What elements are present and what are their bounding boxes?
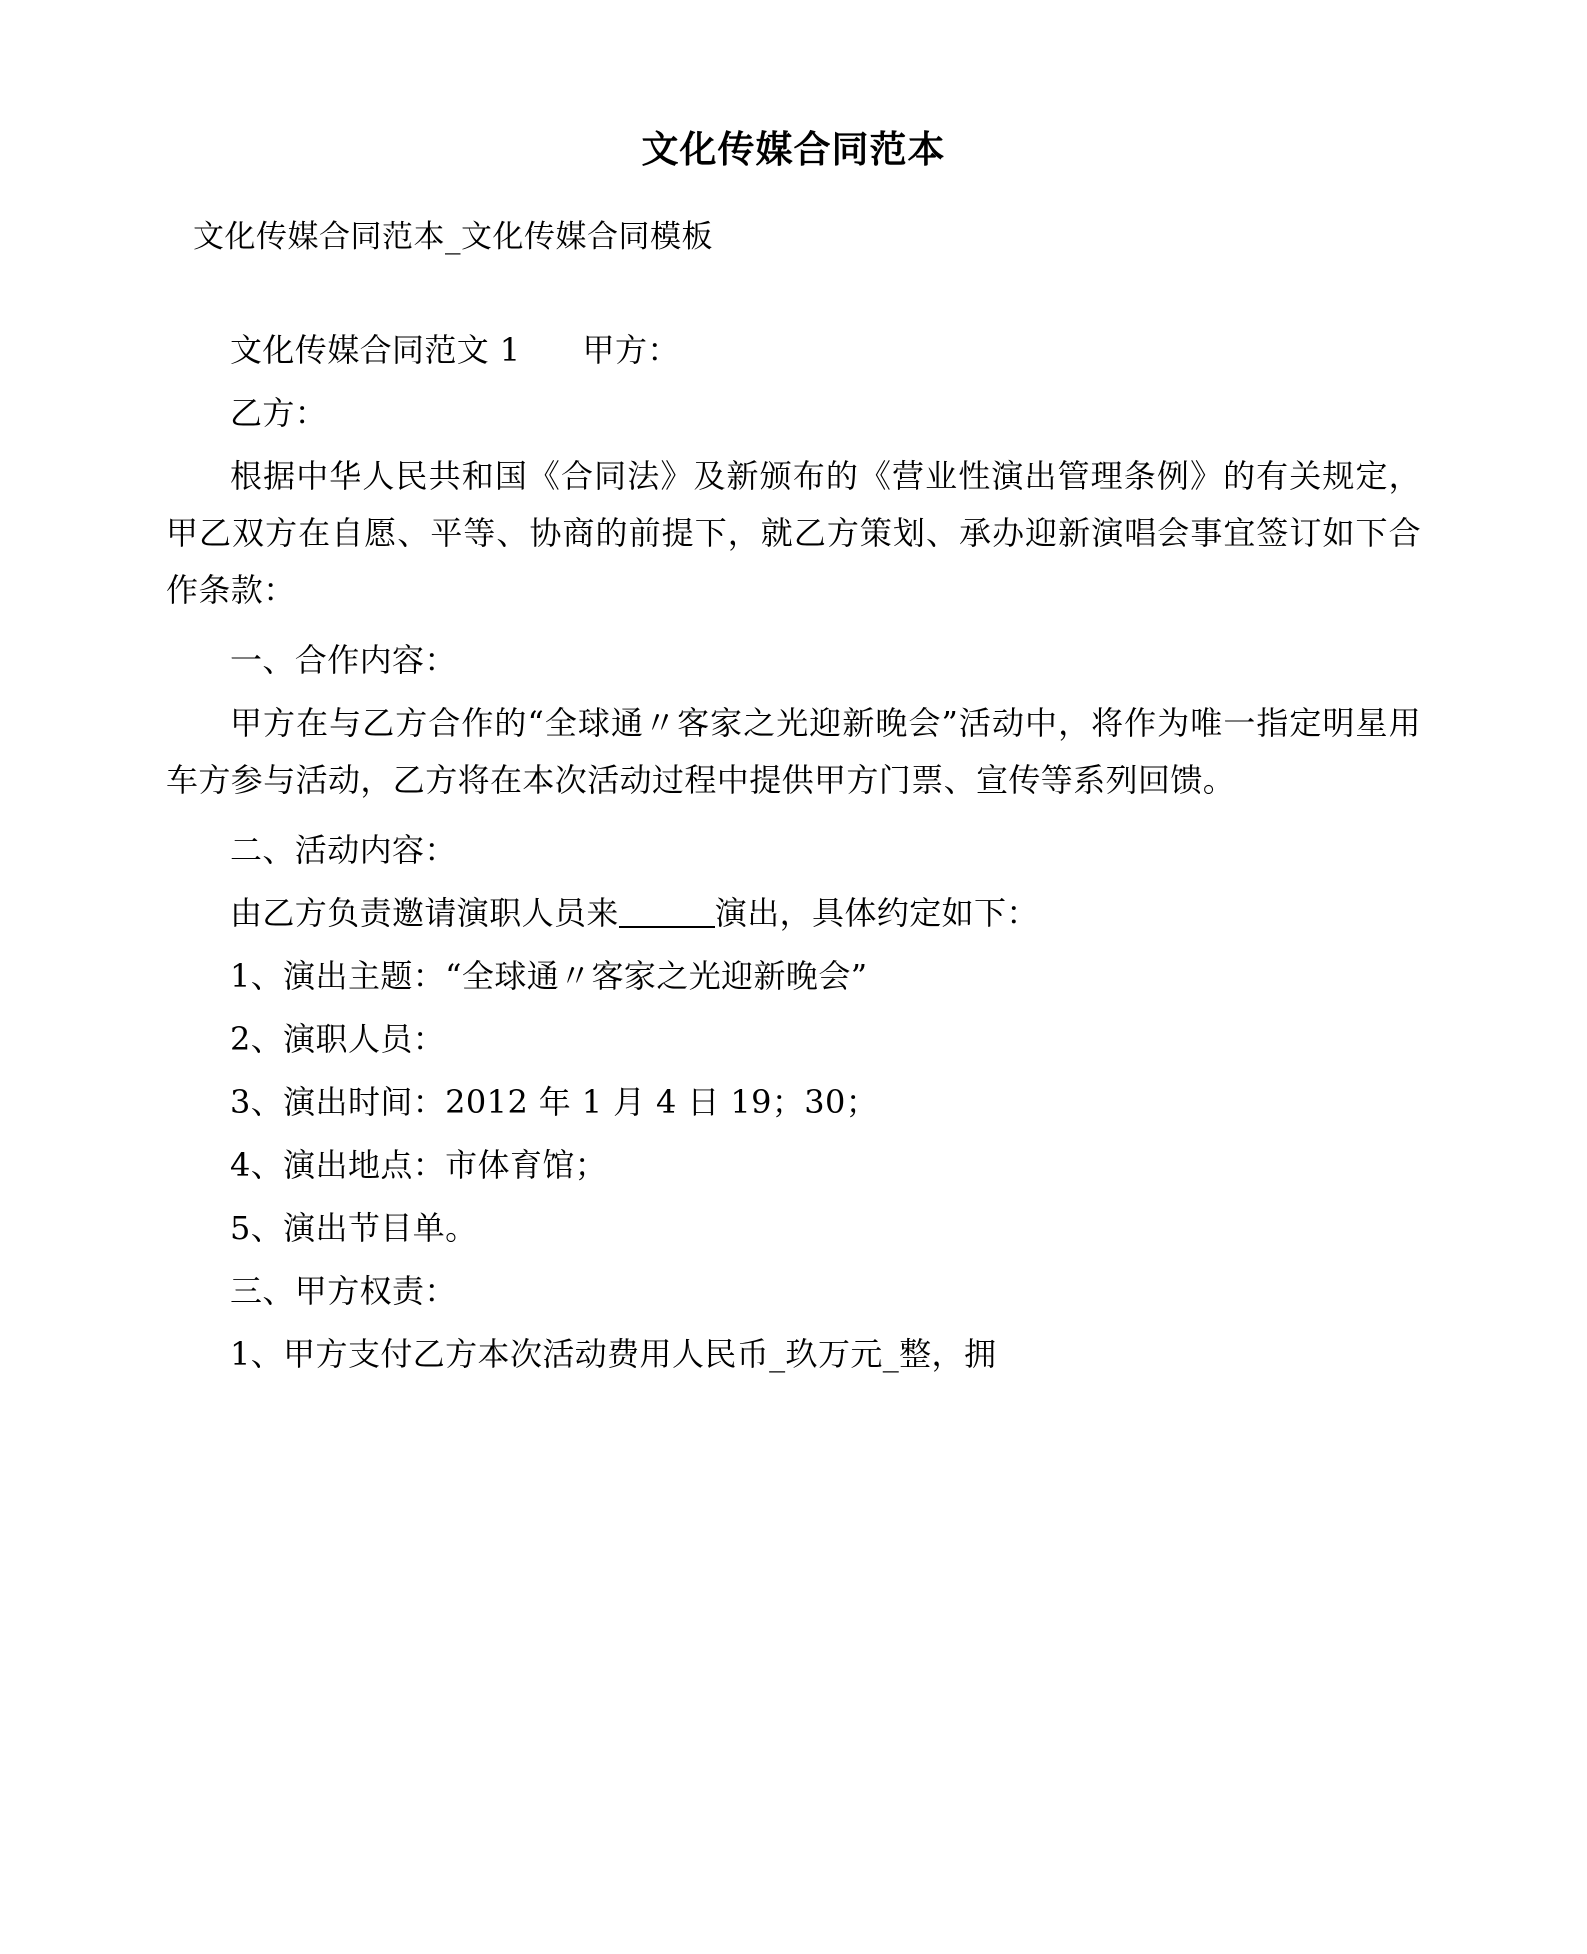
document-subtitle: 文化传媒合同范本_文化传媒合同模板 [193, 218, 713, 255]
paragraph-text-pre: 由乙方负责邀请演职人员来 [230, 893, 619, 932]
paragraph-activity-invite [166, 885, 1421, 942]
paragraph-intro-party-a [166, 322, 1421, 379]
list-item-performers: 2、演职人员： [230, 1019, 446, 1058]
list-item-performance-theme: 1、演出主题：“全球通〃客家之光迎新晚会” [230, 956, 868, 995]
paragraph-text: 文化传媒合同范文 1 [230, 331, 521, 370]
list-item-party-a-payment: 1、甲方支付乙方本次活动费用人民币_玖万元_整，拥 [230, 1334, 997, 1373]
paragraph-preamble: 根据中华人民共和国《合同法》及新颁布的《营业性演出管理条例》的有关规定，甲乙双方在自愿、平等、协商的前提下，就乙方策划、承办迎新演唱会事宜签订如下合作条款： [166, 457, 1421, 610]
section-heading-cooperation: 一、合作内容： [230, 641, 457, 680]
paragraph-cooperation-content: 甲方在与乙方合作的“全球通〃客家之光迎新晚会”活动中，将作为唯一指定明星用车方参与活动，乙方将在本次活动过程中提供甲方门票、宣传等系列回馈。 [166, 704, 1421, 799]
paragraph-text-post: 演出，具体约定如下： [714, 893, 1039, 932]
party-a-label: 甲方： [582, 331, 680, 370]
section-heading-activity: 二、活动内容： [230, 830, 457, 869]
list-item-performance-time: 3、演出时间：2012 年 1 月 4 日 19；30； [230, 1082, 879, 1121]
fill-in-blank [619, 926, 715, 928]
list-item-program-list: 5、演出节目单。 [230, 1208, 478, 1247]
page-title: 文化传媒合同范本 [641, 127, 946, 171]
list-item-performance-place: 4、演出地点：市体育馆； [230, 1145, 608, 1184]
section-heading-party-a-duties: 三、甲方权责： [230, 1271, 457, 1310]
paragraph-party-b: 乙方： [230, 394, 328, 433]
document-body [166, 322, 1421, 1382]
